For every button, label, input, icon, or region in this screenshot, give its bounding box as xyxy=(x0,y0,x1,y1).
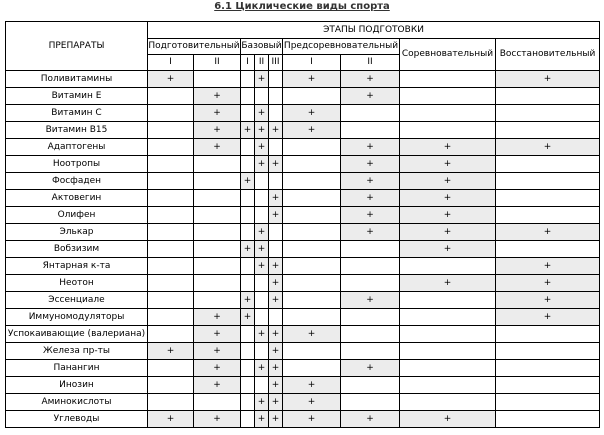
preparation-name: Неотон xyxy=(6,275,148,292)
stage-cell xyxy=(400,309,496,326)
stage-cell: + xyxy=(194,326,241,343)
stage-cell: + xyxy=(341,139,400,156)
stage-cell: + xyxy=(194,411,241,428)
stage-cell: + xyxy=(269,258,283,275)
preparation-name: Ноотропы xyxy=(6,156,148,173)
table-row xyxy=(6,105,600,122)
stage-cell xyxy=(194,156,241,173)
table-row xyxy=(6,258,600,275)
stage-cell: + xyxy=(194,360,241,377)
preparation-name: Фосфаден xyxy=(6,173,148,190)
stage-cell xyxy=(400,88,496,105)
stage-cell: + xyxy=(283,105,341,122)
stage-cell xyxy=(400,326,496,343)
stage-cell xyxy=(241,71,255,88)
stage-cell xyxy=(255,190,269,207)
stage-cell: + xyxy=(194,139,241,156)
sub-header: II xyxy=(194,55,241,71)
stage-cell xyxy=(496,156,600,173)
preparation-name: Витамин Е xyxy=(6,88,148,105)
stages-header: ЭТАПЫ ПОДГОТОВКИ xyxy=(148,22,600,39)
sub-header: I xyxy=(283,55,341,71)
stage-cell: + xyxy=(341,173,400,190)
group-header-competition: Соревновательный xyxy=(400,39,496,71)
stage-cell xyxy=(148,88,194,105)
stage-cell: + xyxy=(148,343,194,360)
stage-cell xyxy=(341,122,400,139)
stage-cell: + xyxy=(255,326,269,343)
stage-cell xyxy=(269,224,283,241)
stage-cell: + xyxy=(496,71,600,88)
stage-cell: + xyxy=(269,122,283,139)
stage-cell: + xyxy=(194,105,241,122)
table-row xyxy=(6,156,600,173)
stage-cell: + xyxy=(255,394,269,411)
table-row xyxy=(6,173,600,190)
stage-cell: + xyxy=(496,139,600,156)
preparation-name: Янтарная к-та xyxy=(6,258,148,275)
stage-cell xyxy=(283,241,341,258)
stage-cell: + xyxy=(341,360,400,377)
stage-cell xyxy=(241,326,255,343)
page-title: 6.1 Циклические виды спорта xyxy=(214,1,390,12)
stage-cell: + xyxy=(341,207,400,224)
stage-cell: + xyxy=(241,122,255,139)
stage-cell: + xyxy=(269,377,283,394)
stage-cell: + xyxy=(241,292,255,309)
preparation-name: Иммуномодуляторы xyxy=(6,309,148,326)
stage-cell xyxy=(400,394,496,411)
stage-cell xyxy=(341,241,400,258)
stage-cell: + xyxy=(255,139,269,156)
stage-cell xyxy=(148,377,194,394)
stage-cell xyxy=(241,224,255,241)
table-row xyxy=(6,88,600,105)
stage-cell xyxy=(400,343,496,360)
stage-cell: + xyxy=(269,292,283,309)
table-row xyxy=(6,71,600,88)
stage-cell xyxy=(255,173,269,190)
stage-cell xyxy=(496,105,600,122)
stage-cell xyxy=(269,71,283,88)
stage-cell: + xyxy=(283,326,341,343)
stage-cell xyxy=(148,326,194,343)
stage-cell xyxy=(400,71,496,88)
stage-cell xyxy=(255,343,269,360)
stage-cell: + xyxy=(283,71,341,88)
stage-cell xyxy=(255,377,269,394)
stage-cell: + xyxy=(283,411,341,428)
stage-cell xyxy=(241,411,255,428)
stage-cell xyxy=(341,309,400,326)
stage-cell: + xyxy=(496,292,600,309)
stage-cell xyxy=(148,122,194,139)
stage-cell: + xyxy=(255,258,269,275)
stage-cell: + xyxy=(255,360,269,377)
stage-cell: + xyxy=(341,224,400,241)
preparation-name: Актовегин xyxy=(6,190,148,207)
stage-cell xyxy=(194,258,241,275)
stage-cell: + xyxy=(341,190,400,207)
stage-cell xyxy=(283,173,341,190)
stage-cell xyxy=(269,139,283,156)
table-row xyxy=(6,241,600,258)
stage-cell xyxy=(496,343,600,360)
stage-cell xyxy=(148,394,194,411)
stage-cell xyxy=(148,190,194,207)
stage-cell xyxy=(283,190,341,207)
stage-cell xyxy=(148,207,194,224)
stage-cell xyxy=(283,88,341,105)
stage-cell: + xyxy=(400,173,496,190)
stage-cell xyxy=(255,275,269,292)
stage-cell: + xyxy=(194,309,241,326)
stage-cell: + xyxy=(269,394,283,411)
sports-preparations-table xyxy=(5,21,600,428)
stage-cell: + xyxy=(148,71,194,88)
preparation-name: Панангин xyxy=(6,360,148,377)
stage-cell: + xyxy=(255,241,269,258)
stage-cell: + xyxy=(269,411,283,428)
stage-cell xyxy=(341,394,400,411)
stage-cell xyxy=(400,360,496,377)
stage-cell xyxy=(283,207,341,224)
stage-cell xyxy=(496,190,600,207)
table-row xyxy=(6,377,600,394)
stage-cell xyxy=(496,360,600,377)
stage-cell: + xyxy=(341,156,400,173)
stage-cell: + xyxy=(269,343,283,360)
preparation-name: Поливитамины xyxy=(6,71,148,88)
group-header-preparatory: Подготовительный xyxy=(148,39,241,55)
preparation-name: Эссенциале xyxy=(6,292,148,309)
stage-cell: + xyxy=(341,411,400,428)
stage-cell: + xyxy=(496,309,600,326)
stage-cell xyxy=(400,122,496,139)
preparation-name: Элькар xyxy=(6,224,148,241)
stage-cell: + xyxy=(194,88,241,105)
preparation-name: Углеводы xyxy=(6,411,148,428)
stage-cell xyxy=(241,343,255,360)
stage-cell: + xyxy=(400,275,496,292)
stage-cell xyxy=(496,394,600,411)
stage-cell xyxy=(283,275,341,292)
stage-cell xyxy=(148,139,194,156)
stage-cell: + xyxy=(255,411,269,428)
stage-cell xyxy=(496,88,600,105)
stage-cell: + xyxy=(194,122,241,139)
stage-cell xyxy=(194,241,241,258)
stage-cell xyxy=(400,292,496,309)
stage-cell xyxy=(194,275,241,292)
table-row xyxy=(6,122,600,139)
preparation-name: Адаптогены xyxy=(6,139,148,156)
stage-cell xyxy=(255,309,269,326)
sub-header: II xyxy=(341,55,400,71)
table-row xyxy=(6,394,600,411)
stage-cell xyxy=(241,139,255,156)
stage-cell xyxy=(241,207,255,224)
stage-cell: + xyxy=(496,258,600,275)
table-row xyxy=(6,360,600,377)
stage-cell xyxy=(283,343,341,360)
stage-cell xyxy=(148,156,194,173)
stage-cell xyxy=(241,156,255,173)
stage-cell xyxy=(269,88,283,105)
preparation-name: Витамин С xyxy=(6,105,148,122)
stage-cell xyxy=(341,377,400,394)
stage-cell: + xyxy=(400,207,496,224)
table-row xyxy=(6,207,600,224)
stage-cell: + xyxy=(269,156,283,173)
stage-cell xyxy=(148,224,194,241)
stage-cell xyxy=(194,173,241,190)
stage-cell: + xyxy=(255,224,269,241)
table-row xyxy=(6,309,600,326)
table-row xyxy=(6,326,600,343)
stage-cell: + xyxy=(269,360,283,377)
stage-cell xyxy=(148,275,194,292)
stage-cell: + xyxy=(255,156,269,173)
stage-cell: + xyxy=(341,71,400,88)
stage-cell: + xyxy=(269,190,283,207)
stage-cell: + xyxy=(283,394,341,411)
stage-cell: + xyxy=(269,207,283,224)
stage-cell: + xyxy=(341,88,400,105)
stage-cell xyxy=(496,173,600,190)
stage-cell xyxy=(241,360,255,377)
preparations-header: ПРЕПАРАТЫ xyxy=(6,22,148,71)
stage-cell: + xyxy=(400,139,496,156)
group-header-basic: Базовый xyxy=(241,39,283,55)
stage-cell: + xyxy=(255,122,269,139)
stage-cell xyxy=(269,105,283,122)
stage-cell xyxy=(269,309,283,326)
stage-cell xyxy=(194,71,241,88)
stage-cell xyxy=(269,173,283,190)
sub-header: I xyxy=(241,55,255,71)
stage-cell xyxy=(148,309,194,326)
stage-cell xyxy=(283,224,341,241)
stage-cell: + xyxy=(255,105,269,122)
table-row xyxy=(6,190,600,207)
stage-cell xyxy=(255,292,269,309)
stage-cell: + xyxy=(400,241,496,258)
stage-cell xyxy=(283,258,341,275)
preparation-name: Инозин xyxy=(6,377,148,394)
stage-cell xyxy=(341,326,400,343)
group-header-pre-competition: Предсоревновательный xyxy=(283,39,400,55)
stage-cell xyxy=(241,105,255,122)
stage-cell xyxy=(148,292,194,309)
sub-header: I xyxy=(148,55,194,71)
stage-cell xyxy=(400,258,496,275)
preparation-name: Успокаивающие (валериана) xyxy=(6,326,148,343)
stage-cell xyxy=(255,88,269,105)
stage-cell xyxy=(241,190,255,207)
stage-cell xyxy=(148,105,194,122)
stage-cell: + xyxy=(255,71,269,88)
stage-cell: + xyxy=(400,224,496,241)
stage-cell: + xyxy=(269,326,283,343)
stage-cell xyxy=(194,224,241,241)
stage-cell: + xyxy=(241,173,255,190)
stage-cell xyxy=(194,190,241,207)
stage-cell xyxy=(496,377,600,394)
stage-cell: + xyxy=(496,275,600,292)
stage-cell xyxy=(148,360,194,377)
stage-cell xyxy=(241,394,255,411)
stage-cell: + xyxy=(496,224,600,241)
table-row xyxy=(6,343,600,360)
table-body xyxy=(6,71,600,428)
stage-cell: + xyxy=(269,275,283,292)
stage-cell xyxy=(241,377,255,394)
stage-cell xyxy=(194,207,241,224)
stage-cell: + xyxy=(283,122,341,139)
stage-cell: + xyxy=(341,292,400,309)
stage-cell xyxy=(496,241,600,258)
table-row xyxy=(6,275,600,292)
table-row xyxy=(6,224,600,241)
stage-cell xyxy=(341,343,400,360)
stage-cell xyxy=(194,394,241,411)
stage-cell xyxy=(255,207,269,224)
table-row xyxy=(6,292,600,309)
stage-cell xyxy=(241,88,255,105)
stage-cell xyxy=(269,241,283,258)
sub-header: II xyxy=(255,55,269,71)
stage-cell xyxy=(241,275,255,292)
stage-cell xyxy=(148,258,194,275)
stage-cell xyxy=(496,207,600,224)
stage-cell xyxy=(341,275,400,292)
preparation-name: Витамин В15 xyxy=(6,122,148,139)
preparation-name: Железа пр-ты xyxy=(6,343,148,360)
stage-cell: + xyxy=(400,411,496,428)
stage-cell xyxy=(283,360,341,377)
stage-cell: + xyxy=(241,241,255,258)
table-row xyxy=(6,139,600,156)
preparation-name: Аминокислоты xyxy=(6,394,148,411)
table-row xyxy=(6,411,600,428)
stage-cell xyxy=(341,258,400,275)
stage-cell xyxy=(496,411,600,428)
stage-cell xyxy=(341,105,400,122)
stage-cell: + xyxy=(148,411,194,428)
stage-cell: + xyxy=(400,190,496,207)
stage-cell xyxy=(283,139,341,156)
stage-cell xyxy=(496,326,600,343)
stage-cell: + xyxy=(194,343,241,360)
stage-cell: + xyxy=(194,377,241,394)
sub-header: III xyxy=(269,55,283,71)
stage-cell xyxy=(283,156,341,173)
preparation-name: Олифен xyxy=(6,207,148,224)
stage-cell xyxy=(241,258,255,275)
stage-cell xyxy=(283,309,341,326)
stage-cell: + xyxy=(241,309,255,326)
group-header-recovery: Восстановительный xyxy=(496,39,600,71)
stage-cell xyxy=(400,377,496,394)
stage-cell xyxy=(148,173,194,190)
stage-cell xyxy=(194,292,241,309)
stage-cell: + xyxy=(283,377,341,394)
stage-cell xyxy=(400,105,496,122)
stage-cell xyxy=(496,122,600,139)
stage-cell: + xyxy=(400,156,496,173)
stage-cell xyxy=(283,292,341,309)
stage-cell xyxy=(148,241,194,258)
preparation-name: Вобзизим xyxy=(6,241,148,258)
